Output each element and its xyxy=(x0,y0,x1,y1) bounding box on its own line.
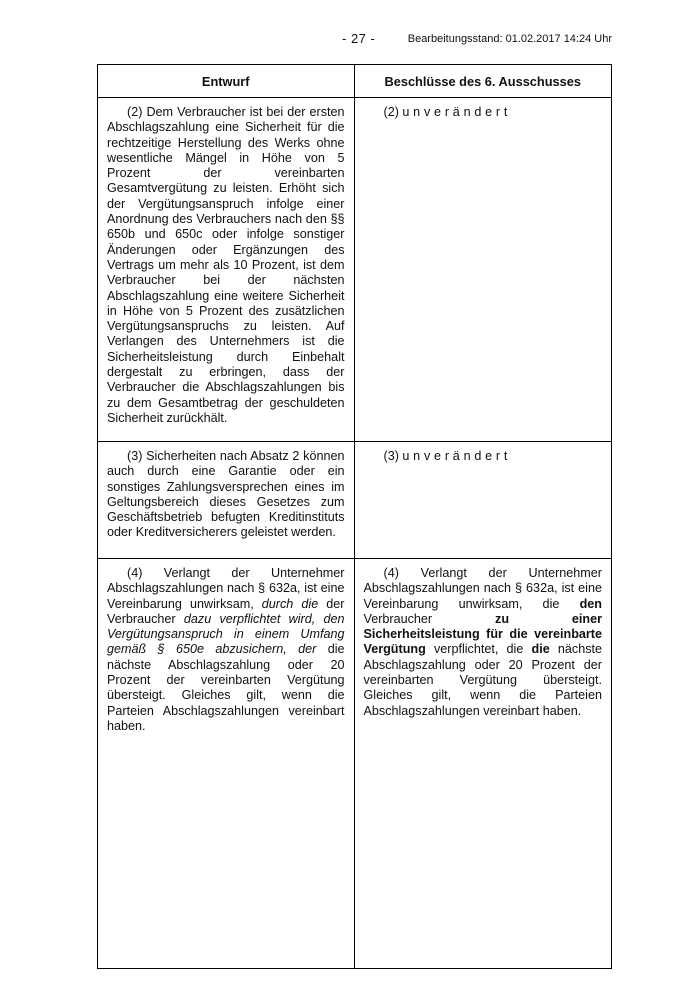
cell-beschluss-absatz-2 xyxy=(355,98,612,441)
cell-beschluss-absatz-3 xyxy=(355,442,612,558)
table-row-absatz-4 xyxy=(98,559,611,968)
cell-entwurf-absatz-2 xyxy=(98,98,355,441)
table-row-absatz-2 xyxy=(98,98,611,442)
table-header-row xyxy=(98,65,611,98)
page-header xyxy=(0,0,700,64)
paragraph-text: (4) Verlangt der Unternehmer Abschlagszahlungen nach § 632a, ist eine Vereinbarung unwirksam, durch die der Verbraucher dazu verpflichtet wird, den Vergütungsanspruch in einem Umfang gemäß § 650e abzusichern, der die nächste Abschlagszahlung oder 20 Prozent der vereinbarten Vergütung übersteigt. Gleiches gilt, wenn die Parteien Abschlagszahlungen vereinbart haben. xyxy=(107,566,345,733)
cell-entwurf-absatz-4 xyxy=(98,559,355,968)
paragraph-text: (2) unverändert xyxy=(383,105,512,119)
cell-entwurf-absatz-3 xyxy=(98,442,355,558)
table-row-absatz-3 xyxy=(98,442,611,559)
column-header-entwurf: Entwurf xyxy=(98,65,355,97)
page-number: - 27 - xyxy=(342,31,376,46)
edit-status: Bearbeitungsstand: 01.02.2017 14:24 Uhr xyxy=(407,33,612,45)
column-header-beschluesse: Beschlüsse des 6. Ausschusses xyxy=(384,73,582,89)
paragraph-text: (2) Dem Verbraucher ist bei der ersten Abschlagszahlung eine Sicherheit für die rechtzeitige Herstellung des Werks ohne wesentliche Mängel in Höhe von 5 Prozent der vereinbarten Gesamtvergütung zu leisten. Erhöht sich der Vergütungsanspruch infolge einer Anordnung des Verbrauchers nach den §§ 650b und 650c oder infolge sonstiger Änderungen oder Ergänzungen des Vertrags um mehr als 10 Prozent, ist dem Verbraucher bei der nächsten Abschlagszahlung eine weitere Sicherheit in Höhe von 5 Prozent des zusätzlichen Vergütungsanspruchs zu leisten. Auf Verlangen des Unternehmers ist die Sicherheitsleistung durch Einbehalt dergestalt zu erbringen, dass der Verbraucher die Abschlagszahlungen bis zu dem Gesamtbetrag der geschuldeten Sicherheit zurückhält. xyxy=(107,105,345,425)
paragraph-text: (3) Sicherheiten nach Absatz 2 können auch durch eine Garantie oder ein sonstiges Zahlungsversprechen eines im Geltungsbereich dieses Gesetzes zum Geschäftsbetrieb befugten Kreditinstituts oder Kreditversicherers geleistet werden. xyxy=(107,449,345,540)
cell-beschluss-absatz-4 xyxy=(355,559,612,968)
paragraph-text: (3) unverändert xyxy=(383,449,512,463)
paragraph-text: (4) Verlangt der Unternehmer Abschlagszahlungen nach § 632a, ist eine Vereinbarung unwirksam, die den Verbraucher zu einer Sicherheitsleistung für die vereinbarte Vergütung verpflichtet, die die nächste Abschlagszahlung oder 20 Prozent der vereinbarten Vergütung übersteigt. Gleiches gilt, wenn die Parteien Abschlagszahlungen vereinbart haben. xyxy=(363,566,603,718)
comparison-table xyxy=(97,64,612,969)
